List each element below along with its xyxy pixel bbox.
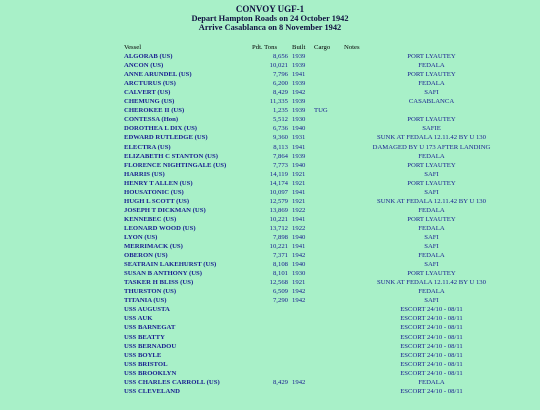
table-header [0,43,519,52]
cell-tons [248,305,290,314]
cell-cargo [310,233,344,242]
cell-tons: 10,097 [269,188,288,196]
cell-cargo [310,133,344,142]
cell-notes: ESCORT 24/10 - 08/11 [400,324,463,332]
cell-notes: SAFI [424,297,439,305]
col-tons: Pdt. Tons [252,44,278,52]
cell-built [290,342,310,351]
table-row [0,287,519,296]
cell-vessel: USS CHARLES CARROLL (US) [124,378,220,386]
table-row [0,314,519,323]
table-row [0,323,519,332]
cell-vessel: TASKER H BLISS (US) [124,279,194,287]
cell-notes: DAMAGED BY U 173 AFTER LANDING [372,143,491,151]
table-row [0,269,519,278]
cell-vessel: FLORENCE NIGHTINGALE (US) [124,161,227,169]
cell-vessel: USS BOYLE [124,351,162,359]
cell-tons: 14,174 [269,179,288,187]
cell-notes: ESCORT 24/10 - 08/11 [400,360,463,368]
cell-cargo [310,251,344,260]
table-row [0,233,519,242]
cell-built [290,305,310,314]
cell-cargo [310,333,344,342]
cell-built: 1942 [292,89,306,97]
table-row [0,143,519,152]
cell-built [290,323,310,332]
cell-cargo [310,314,344,323]
cell-tons: 7,290 [272,297,288,305]
cell-notes: ESCORT 24/10 - 08/11 [400,369,463,377]
cell-tons: 10,221 [269,215,288,223]
cell-notes: SAFI [424,261,439,269]
cell-built: 1940 [292,261,306,269]
cell-notes: PORT LYAUTEY [407,116,456,124]
cell-notes: FEDALA [418,378,445,386]
cell-vessel: HARRIS (US) [124,170,165,178]
cell-notes: SAFI [424,89,439,97]
cell-vessel: USS AUGUSTA [124,306,170,314]
cell-cargo [310,387,344,396]
cell-notes: CASABLANCA [408,98,455,106]
cell-tons: 6,736 [272,125,288,133]
cell-built: 1942 [292,252,306,260]
cell-built: 1940 [292,125,306,133]
cell-notes: ESCORT 24/10 - 08/11 [400,333,463,341]
table-row [0,296,519,305]
cell-tons: 1,235 [272,107,288,115]
cell-cargo [310,278,344,287]
cell-built: 1939 [292,98,306,106]
cell-notes: SAFI [424,234,439,241]
cell-built: 1939 [292,62,306,70]
cell-built: 1922 [292,206,306,214]
cell-cargo [310,305,344,314]
cell-built: 1941 [292,215,306,223]
cell-notes: ESCORT 24/10 - 08/11 [400,387,463,395]
cell-cargo [310,242,344,251]
departure-line: Depart Hampton Roads on 24 October 1942 [191,14,349,23]
table-row [0,369,519,378]
cell-built [290,369,310,378]
table-row [0,215,519,224]
cell-tons: 7,898 [272,234,288,241]
table-row [0,70,519,79]
cell-vessel: USS BERNADOU [124,342,177,350]
cell-notes: FEDALA [418,252,445,260]
cell-vessel: USS BEATTY [124,333,165,341]
cell-built [290,333,310,342]
cell-cargo [310,378,344,387]
cell-built: 1939 [292,107,306,115]
cell-built: 1942 [292,297,306,305]
cell-vessel: USS CLEVELAND [124,387,180,395]
cell-built: 1939 [292,152,306,160]
cell-cargo [310,79,344,88]
cell-built: 1941 [292,243,306,251]
cell-cargo [310,260,344,269]
cell-cargo [310,287,344,296]
cell-notes: FEDALA [418,152,445,160]
cell-vessel: CALVERT (US) [124,89,171,97]
col-notes: Notes [344,44,360,52]
cell-tons: 6,509 [272,288,288,296]
cell-cargo [310,206,344,215]
cell-cargo [310,61,344,70]
cell-tons: 9,360 [272,134,288,142]
cell-vessel: TITANIA (US) [124,297,167,305]
cell-cargo [310,124,344,133]
cell-vessel: USS AUK [124,315,153,323]
cell-vessel: CHEMUNG (US) [124,98,175,106]
cell-tons: 12,568 [269,279,288,287]
cell-notes: PORT LYAUTEY [407,53,456,61]
cell-cargo [310,224,344,233]
cell-notes: SAFI [424,243,439,251]
cell-notes [344,106,519,115]
table-row [0,188,519,197]
cell-cargo [310,152,344,161]
table-row [0,124,519,133]
cell-tons [248,369,290,378]
cell-vessel: ELIZABETH C STANTON (US) [124,152,218,160]
table-row [0,115,519,124]
cell-vessel: ANCON (US) [124,62,164,70]
cell-vessel: OBERON (US) [124,252,168,260]
cell-vessel: MERRIMACK (US) [124,243,183,251]
col-built: Built [292,44,306,52]
cell-cargo [310,70,344,79]
cell-tons [248,314,290,323]
cell-built: 1939 [292,53,306,61]
cell-vessel: ANNE ARUNDEL (US) [124,71,192,79]
cell-built: 1930 [292,116,306,124]
cell-notes: FEDALA [418,288,445,296]
table-row [0,197,519,206]
cell-tons: 11,335 [269,98,288,106]
cell-tons: 5,512 [272,116,288,124]
cell-notes: PORT LYAUTEY [407,179,456,187]
cell-built [290,314,310,323]
table-row [0,224,519,233]
cell-vessel: LYON (US) [124,234,158,241]
cell-built: 1931 [292,134,306,142]
cell-built: 1941 [292,143,306,151]
cell-notes: SAFIE [422,125,441,133]
cell-notes: PORT LYAUTEY [407,71,456,79]
cell-notes: ESCORT 24/10 - 08/11 [400,342,463,350]
cell-notes: SAFI [424,170,439,178]
cell-tons: 6,200 [272,80,288,88]
cell-cargo [310,143,344,152]
cell-built [290,387,310,396]
cell-cargo [310,52,344,61]
cell-vessel: HENRY T ALLEN (US) [124,179,193,187]
cell-built: 1942 [292,288,306,296]
cell-vessel: LEONARD WOOD (US) [124,224,196,232]
arrival-line: Arrive Casablanca on 8 November 1942 [198,23,342,32]
cell-tons: 8,113 [273,143,288,151]
table-row [0,360,519,369]
cell-cargo [310,296,344,305]
cell-vessel: DOROTHEA L DIX (US) [124,125,198,133]
cell-tons: 8,429 [272,378,288,386]
cell-cargo [310,170,344,179]
table-row [0,52,519,61]
cell-cargo [310,197,344,206]
cell-cargo [310,369,344,378]
cell-built [290,351,310,360]
table-row [0,88,519,97]
header-row [0,43,519,52]
cell-notes: ESCORT 24/10 - 08/11 [400,315,463,323]
cell-notes: PORT LYAUTEY [407,215,456,223]
cell-cargo [310,97,344,106]
cell-notes: SAFI [424,188,439,196]
cell-tons: 7,773 [272,161,288,169]
cell-tons: 13,712 [269,224,288,232]
cell-tons: 10,021 [269,62,288,70]
table-body [0,52,519,396]
cell-notes: PORT LYAUTEY [407,270,456,278]
table-row [0,333,519,342]
convoy-table [0,43,519,396]
cell-tons: 8,101 [272,270,288,278]
convoy-header [0,5,540,32]
table-row [0,106,519,115]
cell-notes: FEDALA [418,224,445,232]
cell-vessel: KENNEBEC (US) [124,215,177,223]
table-row [0,260,519,269]
cell-cargo [310,188,344,197]
cell-notes: SUNK AT FEDALA 12.11.42 BY U 130 [377,134,486,142]
cell-notes: FEDALA [418,206,445,214]
cell-tons [248,387,290,396]
cell-vessel: JOSEPH T DICKMAN (US) [124,206,206,214]
cell-tons [248,333,290,342]
cell-vessel: USS BRISTOL [124,360,168,368]
cell-tons: 7,796 [272,71,288,79]
cell-cargo [310,179,344,188]
cell-vessel: CONTESSA (Hon) [124,116,179,124]
cell-notes: ESCORT 24/10 - 08/11 [400,351,463,359]
cell-built: 1922 [292,224,306,232]
cell-built: 1921 [292,197,306,205]
cell-notes: ESCORT 24/10 - 08/11 [400,306,463,314]
table-row [0,170,519,179]
cell-cargo [310,323,344,332]
cell-cargo [310,115,344,124]
table-row [0,161,519,170]
table-row [0,97,519,106]
cell-vessel: USS BROOKLYN [124,369,177,377]
cell-built: 1942 [292,378,306,386]
cell-vessel: EDWARD RUTLEDGE (US) [124,134,208,142]
cell-built: 1940 [292,234,306,241]
cell-vessel: SEATRAIN LAKEHURST (US) [124,261,217,269]
table-row [0,79,519,88]
table-row [0,342,519,351]
cell-cargo [310,342,344,351]
cell-cargo [310,88,344,97]
cell-cargo [310,269,344,278]
table-row [0,278,519,287]
table-row [0,61,519,70]
cell-tons: 8,108 [272,261,288,269]
cell-tons: 7,864 [272,152,288,160]
table-row [0,387,519,396]
cell-tons: 10,221 [269,243,288,251]
cell-tons: 8,429 [272,89,288,97]
cell-tons: 12,579 [269,197,288,205]
cell-notes: SUNK AT FEDALA 12.11.42 BY U 130 [377,197,486,205]
cell-built: 1940 [292,161,306,169]
cell-tons: 14,119 [269,170,288,178]
col-vessel: Vessel [124,44,142,52]
cell-notes: FEDALA [418,80,445,88]
cell-vessel: CHEROKEE II (US) [124,107,185,115]
col-cargo: Cargo [314,44,331,52]
table-row [0,305,519,314]
cell-notes: PORT LYAUTEY [407,161,456,169]
cell-cargo [310,215,344,224]
cell-built: 1941 [292,188,306,196]
cell-built: 1941 [292,71,306,79]
cell-built: 1939 [292,80,306,88]
cell-vessel: HOUSATONIC (US) [124,188,184,196]
cell-tons [248,323,290,332]
cell-notes: FEDALA [418,62,445,70]
cell-cargo [310,360,344,369]
cell-vessel: SUSAN B ANTHONY (US) [124,270,202,278]
cell-vessel: HUGH L SCOTT (US) [124,197,190,205]
cell-vessel: ELECTRA (US) [124,143,171,151]
cell-vessel: ALGORAB (US) [124,53,173,61]
cell-tons [248,360,290,369]
cell-vessel: ARCTURUS (US) [124,80,176,88]
cell-tons: 13,869 [269,206,288,214]
cell-built: 1930 [292,270,306,278]
table-row [0,206,519,215]
table-row [0,351,519,360]
cell-built [290,360,310,369]
table-row [0,251,519,260]
cell-vessel: THURSTON (US) [124,288,177,296]
table-row [0,378,519,387]
cell-notes: SUNK AT FEDALA 12.11.42 BY U 130 [377,279,486,287]
cell-cargo: TUG [314,107,328,115]
cell-built: 1921 [292,179,306,187]
cell-built: 1921 [292,279,306,287]
cell-tons: 7,371 [272,252,288,260]
cell-tons: 8,656 [272,53,288,61]
cell-tons [248,351,290,360]
table-row [0,133,519,142]
convoy-title: CONVOY UGF-1 [235,4,305,14]
table-row [0,152,519,161]
cell-cargo [310,351,344,360]
table-row [0,242,519,251]
table-row [0,179,519,188]
cell-tons [248,342,290,351]
cell-built: 1921 [292,170,306,178]
cell-cargo [310,161,344,170]
cell-vessel: USS BARNEGAT [124,324,176,332]
